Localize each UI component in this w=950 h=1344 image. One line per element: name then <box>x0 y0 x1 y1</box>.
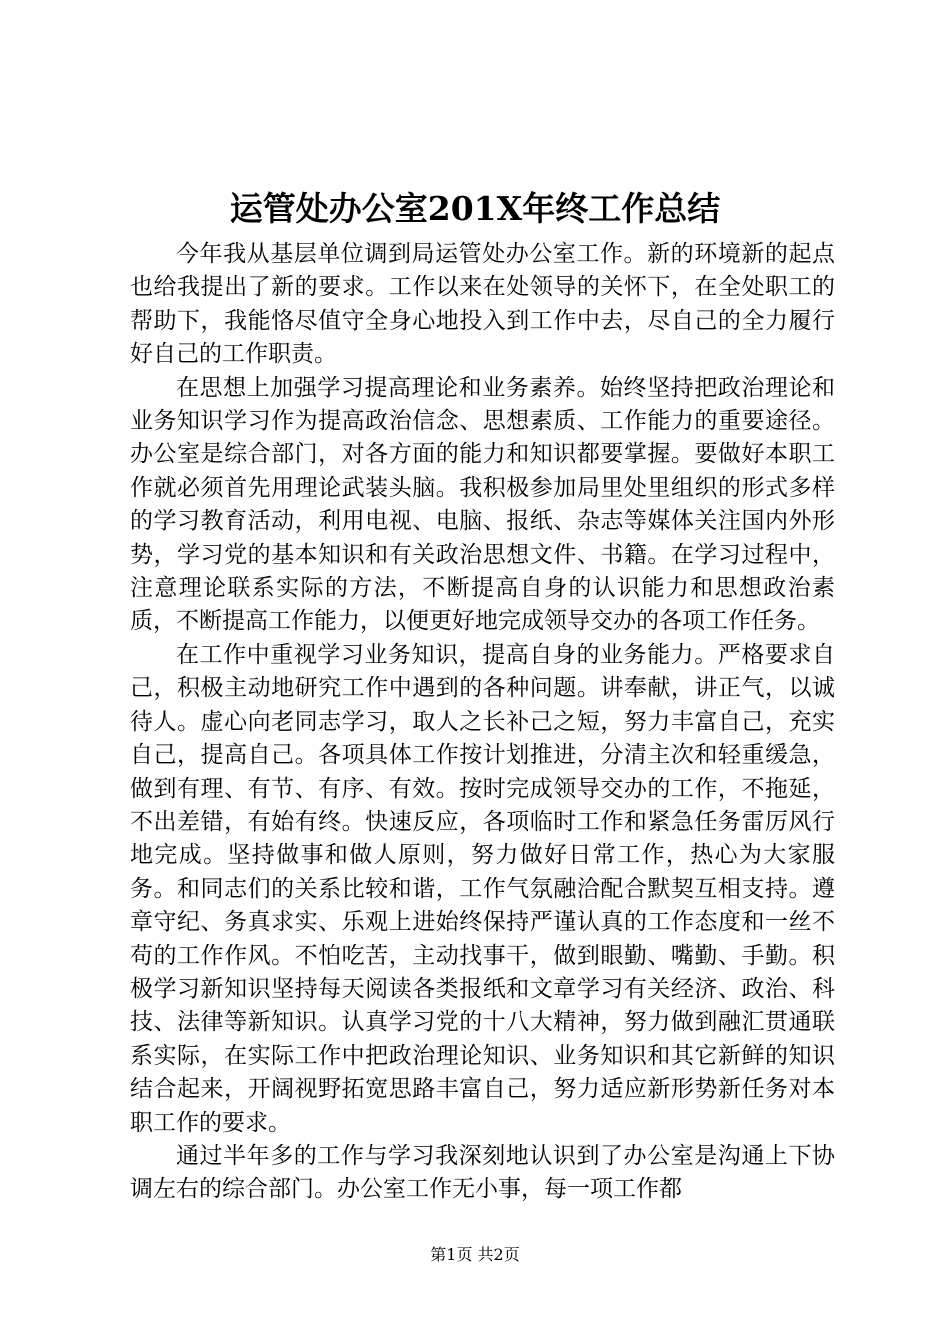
paragraph-2: 在思想上加强学习提高理论和业务素养。始终坚持把政治理论和业务知识学习作为提高政治信念、思想素质、工作能力的重要途径。办公室是综合部门，对各方面的能力和知识都要掌握。要做好本职工作就必须首先用理论武装头脑。我积极参加局里处里组织的形式多样的学习教育活动，利用电视、电脑、报纸、杂志等媒体关注国内外形势，学习党的基本知识和有关政治思想文件、书籍。在学习过程中，注意理论联系实际的方法，不断提高自身的认识能力和思想政治素质，不断提高工作能力，以便更好地完成领导交办的各项工作任务。 <box>130 374 835 635</box>
document-title: 运管处办公室201X年终工作总结 <box>229 189 721 228</box>
page-number-footer: 第1页 共2页 <box>430 1245 520 1264</box>
document-body <box>130 238 835 1207</box>
paragraph-3: 在工作中重视学习业务知识，提高自身的业务能力。严格要求自己，积极主动地研究工作中遇到的各种问题。讲奉献，讲正气，以诚待人。虚心向老同志学习，取人之长补己之短，努力丰富自己，充实自己，提高自己。各项具体工作按计划推进，分清主次和轻重缓急，做到有理、有节、有序、有效。按时完成领导交办的工作，不拖延，不出差错，有始有终。快速反应，各项临时工作和紧急任务雷厉风行地完成。坚持做事和做人原则，努力做好日常工作，热心为大家服务。和同志们的关系比较和谐，工作气氛融洽配合默契互相支持。遵章守纪、务真求实、乐观上进始终保持严谨认真的工作态度和一丝不苟的工作作风。不怕吃苦，主动找事干，做到眼勤、嘴勤、手勤。积极学习新知识坚持每天阅读各类报纸和文章学习有关经济、政治、科技、法律等新知识。认真学习党的十八大精神，努力做到融汇贯通联系实际，在实际工作中把政治理论知识、业务知识和其它新鲜的知识结合起来，开阔视野拓宽思路丰富自己，努力适应新形势新任务对本职工作的要求。 <box>130 641 835 1136</box>
paragraph-1: 今年我从基层单位调到局运管处办公室工作。新的环境新的起点也给我提出了新的要求。工作以来在处领导的关怀下，在全处职工的帮助下，我能恪尽值守全身心地投入到工作中去，尽自己的全力履行好自己的工作职责。 <box>130 241 835 368</box>
paragraph-4: 通过半年多的工作与学习我深刻地认识到了办公室是沟通上下协调左右的综合部门。办公室工作无小事，每一项工作都 <box>130 1142 835 1203</box>
